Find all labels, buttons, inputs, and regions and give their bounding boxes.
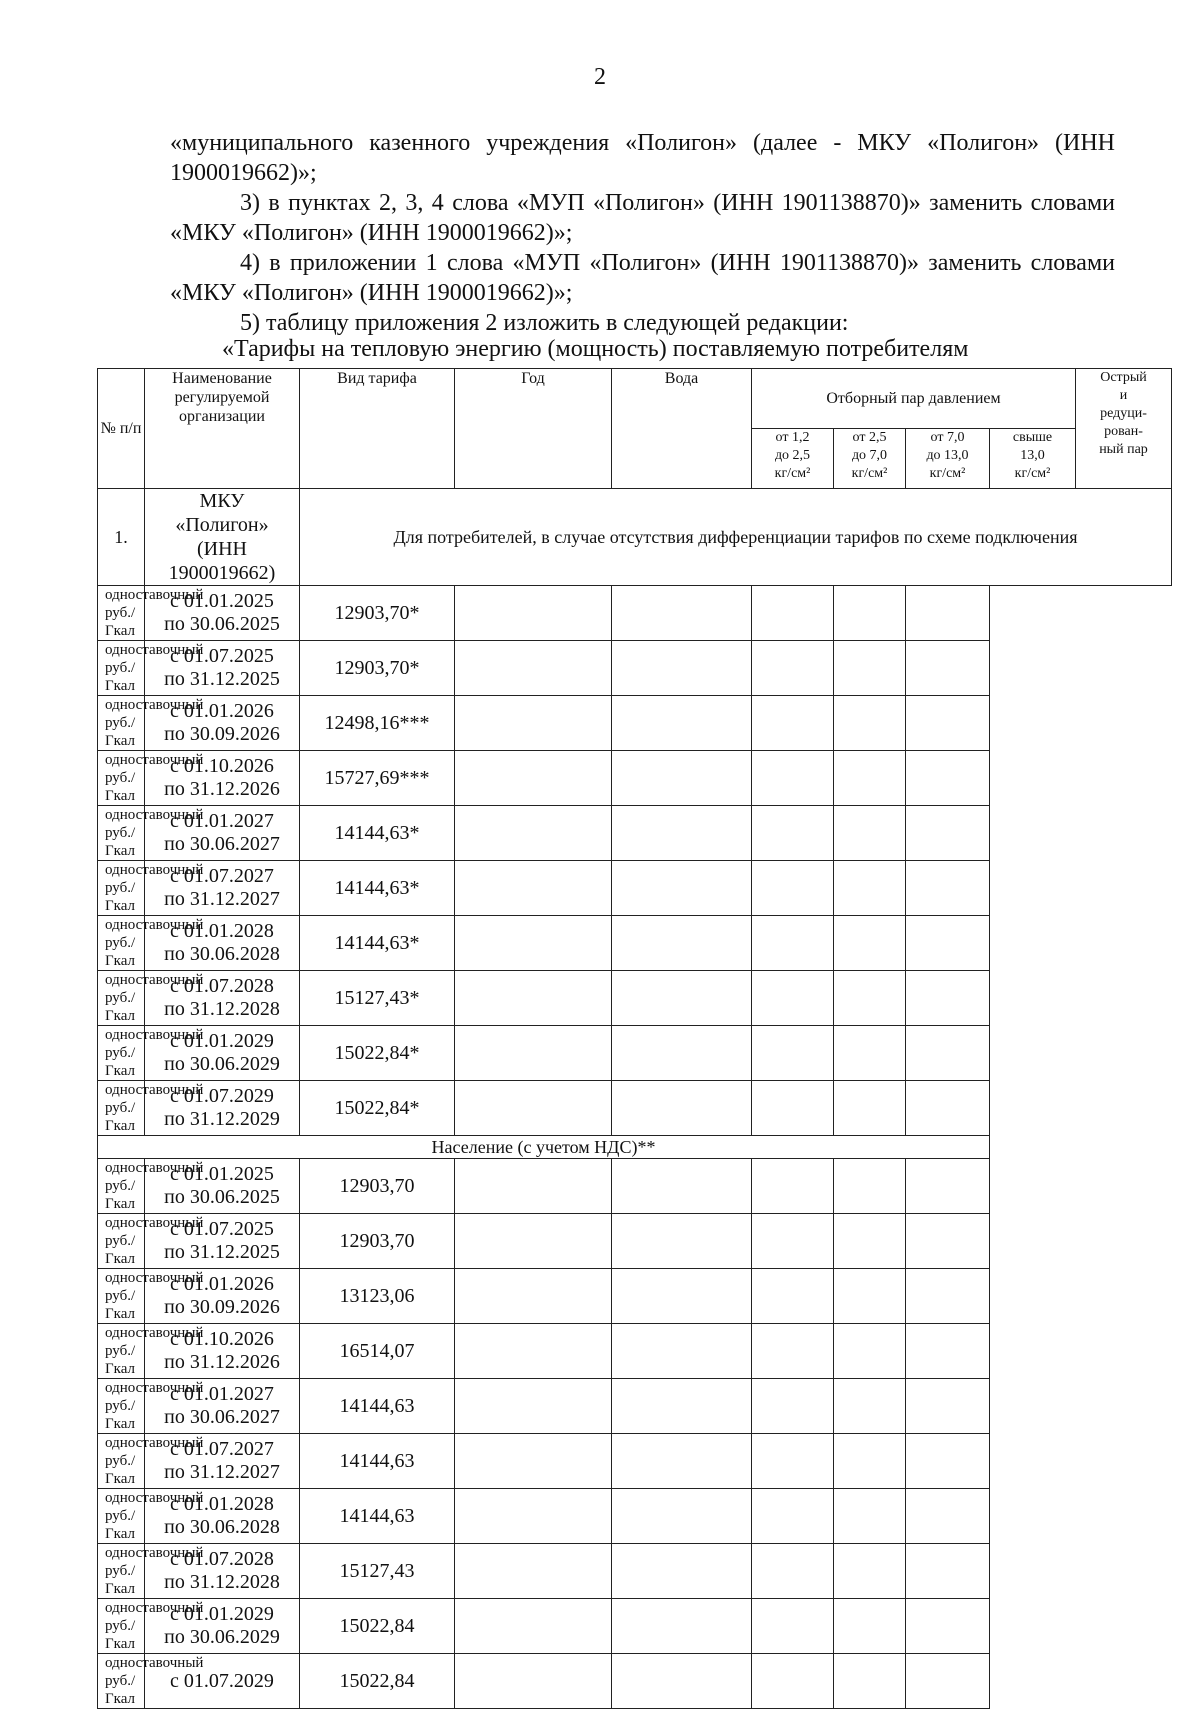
period: с 01.01.2025 по 30.06.2025	[145, 1159, 300, 1214]
empty-cell	[752, 751, 834, 806]
empty-cell	[455, 586, 612, 641]
empty-cell	[455, 751, 612, 806]
period: с 01.01.2027 по 30.06.2027	[145, 1379, 300, 1434]
tariff-row	[98, 1379, 1172, 1434]
water-value: 14144,63	[300, 1434, 455, 1489]
water-value: 14144,63	[300, 1489, 455, 1544]
empty-cell	[612, 751, 752, 806]
empty-cell	[612, 1159, 752, 1214]
empty-cell	[906, 751, 990, 806]
empty-cell	[834, 1599, 906, 1654]
tariff-row	[98, 861, 1172, 916]
period: с 01.01.2028 по 30.06.2028	[145, 1489, 300, 1544]
empty-cell	[906, 1026, 990, 1081]
empty-cell	[612, 916, 752, 971]
header-sharp-steam: Острый и редуци- рован- ный пар	[1076, 369, 1172, 489]
water-value: 12903,70*	[300, 586, 455, 641]
tariff-row	[98, 641, 1172, 696]
tariff-row	[98, 1654, 1172, 1709]
empty-cell	[752, 1434, 834, 1489]
header-steam-range-2: от 2,5 до 7,0 кг/см²	[834, 429, 906, 489]
empty-cell	[834, 1434, 906, 1489]
empty-cell	[906, 696, 990, 751]
empty-cell	[906, 806, 990, 861]
empty-cell	[455, 1159, 612, 1214]
water-value: 12903,70	[300, 1159, 455, 1214]
empty-cell	[455, 971, 612, 1026]
empty-cell	[752, 1159, 834, 1214]
row-number: 1.	[98, 489, 145, 586]
empty-cell	[906, 1434, 990, 1489]
section-population-rows	[98, 1159, 1172, 1709]
tariff-kind: одноставочный руб./Гкал	[98, 1654, 145, 1709]
empty-cell	[612, 1379, 752, 1434]
tariff-row	[98, 1324, 1172, 1379]
tariff-row	[98, 1269, 1172, 1324]
empty-cell	[612, 1434, 752, 1489]
tariff-kind: одноставочный руб./Гкал	[98, 1544, 145, 1599]
empty-cell	[752, 1544, 834, 1599]
empty-cell	[834, 641, 906, 696]
empty-cell	[906, 1214, 990, 1269]
empty-cell	[834, 1379, 906, 1434]
water-value: 15022,84	[300, 1599, 455, 1654]
empty-cell	[906, 861, 990, 916]
empty-cell	[906, 1324, 990, 1379]
water-value: 15727,69***	[300, 751, 455, 806]
empty-cell	[455, 696, 612, 751]
empty-cell	[752, 1214, 834, 1269]
tariff-kind: одноставочный руб./Гкал	[98, 641, 145, 696]
water-value: 15022,84*	[300, 1026, 455, 1081]
tariff-kind: одноставочный руб./Гкал	[98, 696, 145, 751]
tariff-kind: одноставочный руб./Гкал	[98, 1599, 145, 1654]
empty-cell	[455, 861, 612, 916]
tariff-kind: одноставочный руб./Гкал	[98, 916, 145, 971]
empty-cell	[455, 641, 612, 696]
empty-cell	[834, 1081, 906, 1136]
empty-cell	[612, 1324, 752, 1379]
tariff-kind: одноставочный руб./Гкал	[98, 1324, 145, 1379]
tariff-table	[97, 368, 1172, 1709]
empty-cell	[455, 1081, 612, 1136]
empty-cell	[834, 916, 906, 971]
tariff-row	[98, 1159, 1172, 1214]
tariff-row	[98, 751, 1172, 806]
empty-cell	[906, 586, 990, 641]
empty-cell	[834, 1026, 906, 1081]
period: с 01.07.2028 по 31.12.2028	[145, 1544, 300, 1599]
empty-cell	[834, 806, 906, 861]
empty-cell	[834, 1269, 906, 1324]
water-value: 12903,70	[300, 1214, 455, 1269]
period: с 01.07.2027 по 31.12.2027	[145, 861, 300, 916]
empty-cell	[612, 641, 752, 696]
empty-cell	[834, 1324, 906, 1379]
empty-cell	[752, 1654, 834, 1709]
tariff-row	[98, 1544, 1172, 1599]
section-title-population: Население (с учетом НДС)**	[98, 1136, 990, 1159]
empty-cell	[612, 696, 752, 751]
tariff-row	[98, 1434, 1172, 1489]
water-value: 14144,63*	[300, 916, 455, 971]
tariff-row	[98, 586, 1172, 641]
header-num: № п/п	[98, 369, 145, 489]
empty-cell	[906, 1269, 990, 1324]
period: с 01.07.2028 по 31.12.2028	[145, 971, 300, 1026]
header-steam-range-4: свыше 13,0 кг/см²	[990, 429, 1076, 489]
empty-cell	[834, 1214, 906, 1269]
empty-cell	[752, 1379, 834, 1434]
header-steam-range-3: от 7,0 до 13,0 кг/см²	[906, 429, 990, 489]
empty-cell	[612, 1544, 752, 1599]
empty-cell	[455, 1489, 612, 1544]
header-org: Наименование регулируемой организации	[145, 369, 300, 489]
empty-cell	[752, 696, 834, 751]
empty-cell	[612, 1599, 752, 1654]
tariff-row	[98, 1026, 1172, 1081]
tariff-kind: одноставочный руб./Гкал	[98, 1379, 145, 1434]
empty-cell	[612, 1489, 752, 1544]
empty-cell	[752, 861, 834, 916]
tariff-kind: одноставочный руб./Гкал	[98, 1214, 145, 1269]
empty-cell	[455, 806, 612, 861]
empty-cell	[612, 861, 752, 916]
empty-cell	[752, 1026, 834, 1081]
paragraph-3: 4) в приложении 1 слова «МУП «Полигон» (ИНН 1901138870)» заменить словами «МКУ «Полигон» (ИНН 1900019662)»;	[170, 250, 1115, 306]
empty-cell	[455, 1379, 612, 1434]
empty-cell	[752, 1269, 834, 1324]
empty-cell	[834, 751, 906, 806]
paragraph-1: «муниципального казенного учреждения «Полигон» (далее - МКУ «Полигон» (ИНН 1900019662)»;	[170, 130, 1115, 186]
period: с 01.07.2029 по 31.12.2029	[145, 1081, 300, 1136]
empty-cell	[752, 1081, 834, 1136]
period: с 01.01.2028 по 30.06.2028	[145, 916, 300, 971]
empty-cell	[455, 1026, 612, 1081]
tariff-row	[98, 916, 1172, 971]
empty-cell	[612, 586, 752, 641]
empty-cell	[906, 641, 990, 696]
empty-cell	[834, 971, 906, 1026]
empty-cell	[906, 916, 990, 971]
org-name: МКУ «Полигон» (ИНН 1900019662)	[145, 489, 300, 586]
period: с 01.01.2026 по 30.09.2026	[145, 1269, 300, 1324]
water-value: 14144,63	[300, 1379, 455, 1434]
water-value: 14144,63*	[300, 861, 455, 916]
empty-cell	[612, 1269, 752, 1324]
period: с 01.07.2025 по 31.12.2025	[145, 641, 300, 696]
empty-cell	[752, 916, 834, 971]
empty-cell	[612, 1026, 752, 1081]
paragraph-2: 3) в пунктах 2, 3, 4 слова «МУП «Полигон» (ИНН 1901138870)» заменить словами «МКУ «Полигон» (ИНН 1900019662)»;	[170, 190, 1115, 246]
tariff-kind: одноставочный руб./Гкал	[98, 1159, 145, 1214]
water-value: 13123,06	[300, 1269, 455, 1324]
empty-cell	[612, 1214, 752, 1269]
water-value: 15022,84	[300, 1654, 455, 1709]
empty-cell	[834, 1489, 906, 1544]
empty-cell	[834, 1544, 906, 1599]
section-title-consumers: Для потребителей, в случае отсутствия дифференциации тарифов по схеме подключения	[300, 489, 1172, 586]
empty-cell	[612, 1081, 752, 1136]
empty-cell	[834, 861, 906, 916]
tariff-row	[98, 1599, 1172, 1654]
tariff-row	[98, 696, 1172, 751]
water-value: 15127,43	[300, 1544, 455, 1599]
header-water: Вода	[612, 369, 752, 489]
tariff-kind: одноставочный руб./Гкал	[98, 1269, 145, 1324]
water-value: 16514,07	[300, 1324, 455, 1379]
table-title: «Тарифы на тепловую энергию (мощность) поставляемую потребителям	[222, 336, 969, 362]
period: с 01.01.2029 по 30.06.2029	[145, 1026, 300, 1081]
tariff-kind: одноставочный руб./Гкал	[98, 1026, 145, 1081]
empty-cell	[834, 696, 906, 751]
empty-cell	[455, 1654, 612, 1709]
empty-cell	[752, 1599, 834, 1654]
page-number: 2	[594, 64, 606, 90]
tariff-kind: одноставочный руб./Гкал	[98, 1081, 145, 1136]
period: с 01.10.2026 по 31.12.2026	[145, 751, 300, 806]
empty-cell	[752, 971, 834, 1026]
paragraph-4: 5) таблицу приложения 2 изложить в следующей редакции:	[240, 310, 849, 336]
tariff-kind: одноставочный руб./Гкал	[98, 586, 145, 641]
period: с 01.01.2029 по 30.06.2029	[145, 1599, 300, 1654]
water-value: 12498,16***	[300, 696, 455, 751]
tariff-row	[98, 1214, 1172, 1269]
header-steam-range-1: от 1,2 до 2,5 кг/см²	[752, 429, 834, 489]
empty-cell	[752, 1489, 834, 1544]
empty-cell	[455, 1269, 612, 1324]
water-value: 14144,63*	[300, 806, 455, 861]
empty-cell	[752, 806, 834, 861]
tariff-kind: одноставочный руб./Гкал	[98, 1434, 145, 1489]
empty-cell	[455, 1214, 612, 1269]
tariff-kind: одноставочный руб./Гкал	[98, 971, 145, 1026]
period: с 01.01.2027 по 30.06.2027	[145, 806, 300, 861]
tariff-row	[98, 806, 1172, 861]
empty-cell	[834, 1654, 906, 1709]
empty-cell	[455, 1599, 612, 1654]
empty-cell	[455, 1434, 612, 1489]
empty-cell	[752, 1324, 834, 1379]
tariff-row	[98, 1081, 1172, 1136]
tariff-kind: одноставочный руб./Гкал	[98, 806, 145, 861]
empty-cell	[906, 1379, 990, 1434]
water-value: 15127,43*	[300, 971, 455, 1026]
period: с 01.07.2025 по 31.12.2025	[145, 1214, 300, 1269]
tariff-row	[98, 1489, 1172, 1544]
empty-cell	[906, 1654, 990, 1709]
empty-cell	[906, 971, 990, 1026]
tariff-row	[98, 971, 1172, 1026]
empty-cell	[906, 1489, 990, 1544]
empty-cell	[906, 1081, 990, 1136]
water-value: 12903,70*	[300, 641, 455, 696]
empty-cell	[612, 1654, 752, 1709]
water-value: 15022,84*	[300, 1081, 455, 1136]
empty-cell	[752, 586, 834, 641]
header-kind: Вид тарифа	[300, 369, 455, 489]
header-steam: Отборный пар давлением	[752, 369, 1076, 429]
empty-cell	[455, 1544, 612, 1599]
empty-cell	[455, 1324, 612, 1379]
empty-cell	[834, 586, 906, 641]
empty-cell	[906, 1599, 990, 1654]
empty-cell	[612, 806, 752, 861]
period: с 01.10.2026 по 31.12.2026	[145, 1324, 300, 1379]
empty-cell	[455, 916, 612, 971]
section-consumers-rows	[98, 586, 1172, 1136]
period: с 01.01.2026 по 30.09.2026	[145, 696, 300, 751]
period: с 01.01.2025 по 30.06.2025	[145, 586, 300, 641]
empty-cell	[612, 971, 752, 1026]
header-year: Год	[455, 369, 612, 489]
tariff-kind: одноставочный руб./Гкал	[98, 751, 145, 806]
tariff-kind: одноставочный руб./Гкал	[98, 861, 145, 916]
empty-cell	[906, 1544, 990, 1599]
empty-cell	[834, 1159, 906, 1214]
period: с 01.07.2029	[145, 1654, 300, 1709]
tariff-kind: одноставочный руб./Гкал	[98, 1489, 145, 1544]
period: с 01.07.2027 по 31.12.2027	[145, 1434, 300, 1489]
empty-cell	[752, 641, 834, 696]
empty-cell	[906, 1159, 990, 1214]
